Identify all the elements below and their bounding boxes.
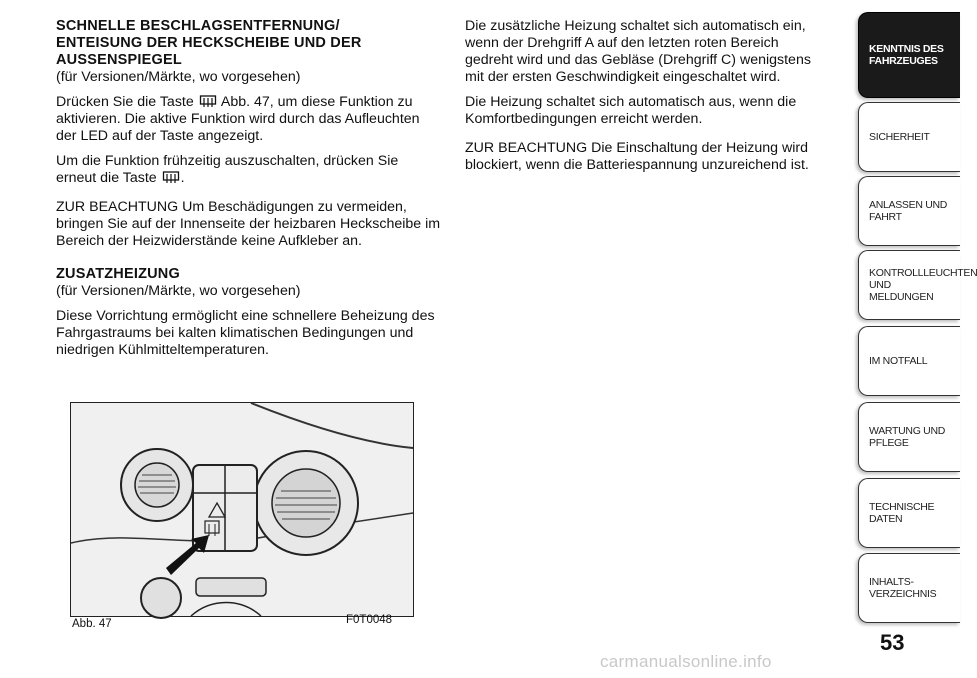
tab-label: SICHERHEIT — [869, 131, 930, 143]
tab-im-notfall[interactable] — [858, 326, 960, 396]
heading-defrost-line2: ENTEISUNG DER HECKSCHEIBE UND DER — [56, 35, 362, 51]
figure-caption: Abb. 47 — [72, 618, 112, 630]
tab-anlassen-und-fahrt[interactable] — [858, 176, 960, 246]
paragraph-activate — [56, 94, 441, 145]
paragraph-activate-text-a: Drücken Sie die Taste — [56, 94, 194, 110]
note-stickers: ZUR BEACHTUNG Um Beschädigungen zu vermeiden, bringen Sie auf der Innenseite der heizbaren Heckscheibe im Bereich der Heizwiderstände keine Aufkleber an. — [56, 199, 441, 249]
tab-technische-daten[interactable] — [858, 478, 960, 548]
tab-kenntnis-des-fahrzeuges[interactable] — [858, 12, 960, 98]
chapter-tabs — [858, 0, 977, 678]
heading-defrost-subtitle: (für Versionen/Märkte, wo vorgesehen) — [56, 69, 301, 85]
paragraph-heater-description: Diese Vorrichtung ermöglicht eine schnellere Beheizung des Fahrgastraums bei kalten klimatischen Bedingungen und niedrigen Kühlmitteltemperaturen. — [56, 308, 435, 358]
note-battery: ZUR BEACHTUNG Die Einschaltung der Heizung wird blockiert, wenn die Batteriespannung unzureichend ist. — [465, 140, 809, 173]
right-column — [465, 18, 825, 182]
dashboard-drawing — [71, 403, 413, 616]
tab-label: ANLASSEN UND FAHRT — [869, 199, 948, 223]
paragraph-deactivate-text-b: . — [180, 170, 185, 186]
heading-defrost — [56, 18, 441, 69]
paragraph-deactivate — [56, 153, 441, 187]
tab-label: KENNTNIS DES FAHRZEUGES — [869, 43, 944, 67]
watermark: carmanualsonline.info — [600, 652, 772, 671]
heading-defrost-line3: AUSSENSPIEGEL — [56, 52, 182, 68]
paragraph-activate-text-b: Abb. 47, um diese Funktion zu aktivieren. Die aktive Funktion wird durch das Aufleuchten der LED auf der Taste angezeigt. — [56, 94, 420, 144]
tab-label: KONTROLLLEUCHTEN UND MELDUNGEN — [869, 267, 977, 303]
left-column — [56, 18, 441, 367]
tab-sicherheit[interactable] — [858, 102, 960, 172]
heading-defrost-line1: SCHNELLE BESCHLAGSENTFERNUNG/ — [56, 18, 340, 34]
tab-inhaltsverzeichnis[interactable] — [858, 553, 960, 623]
paragraph-heater-on: Die zusätzliche Heizung schaltet sich automatisch ein, wenn der Drehgriff A auf den letzten roten Bereich gedreht wird und das Gebläse (Drehgriff C) wenigstens mit der ersten Geschwindigkeit eingeschaltet wird. — [465, 18, 811, 85]
paragraph-heater-off: Die Heizung schaltet sich automatisch aus, wenn die Komfortbedingungen erreicht werden. — [465, 94, 797, 127]
tab-wartung-und-pflege[interactable] — [858, 402, 960, 472]
tab-kontrollleuchten[interactable] — [858, 250, 977, 320]
heading-auxiliary-heater: ZUSATZHEIZUNG — [56, 266, 180, 282]
figure-dashboard-illustration — [70, 402, 414, 617]
heading-auxiliary-heater-subtitle: (für Versionen/Märkte, wo vorgesehen) — [56, 283, 301, 299]
tab-label: WARTUNG UND PFLEGE — [869, 425, 946, 449]
tab-label: TECHNISCHE DATEN — [869, 501, 935, 525]
rear-defrost-icon — [162, 171, 180, 184]
figure-code: F0T0048 — [346, 614, 393, 626]
tab-label: IM NOTFALL — [869, 355, 928, 367]
paragraph-deactivate-text-a: Um die Funktion frühzeitig auszuschalten, drücken Sie erneut die Taste — [56, 153, 399, 186]
tab-label: INHALTS-VERZEICHNIS — [869, 576, 937, 600]
rear-defrost-icon — [199, 95, 217, 108]
page-number: 53 — [880, 630, 905, 655]
